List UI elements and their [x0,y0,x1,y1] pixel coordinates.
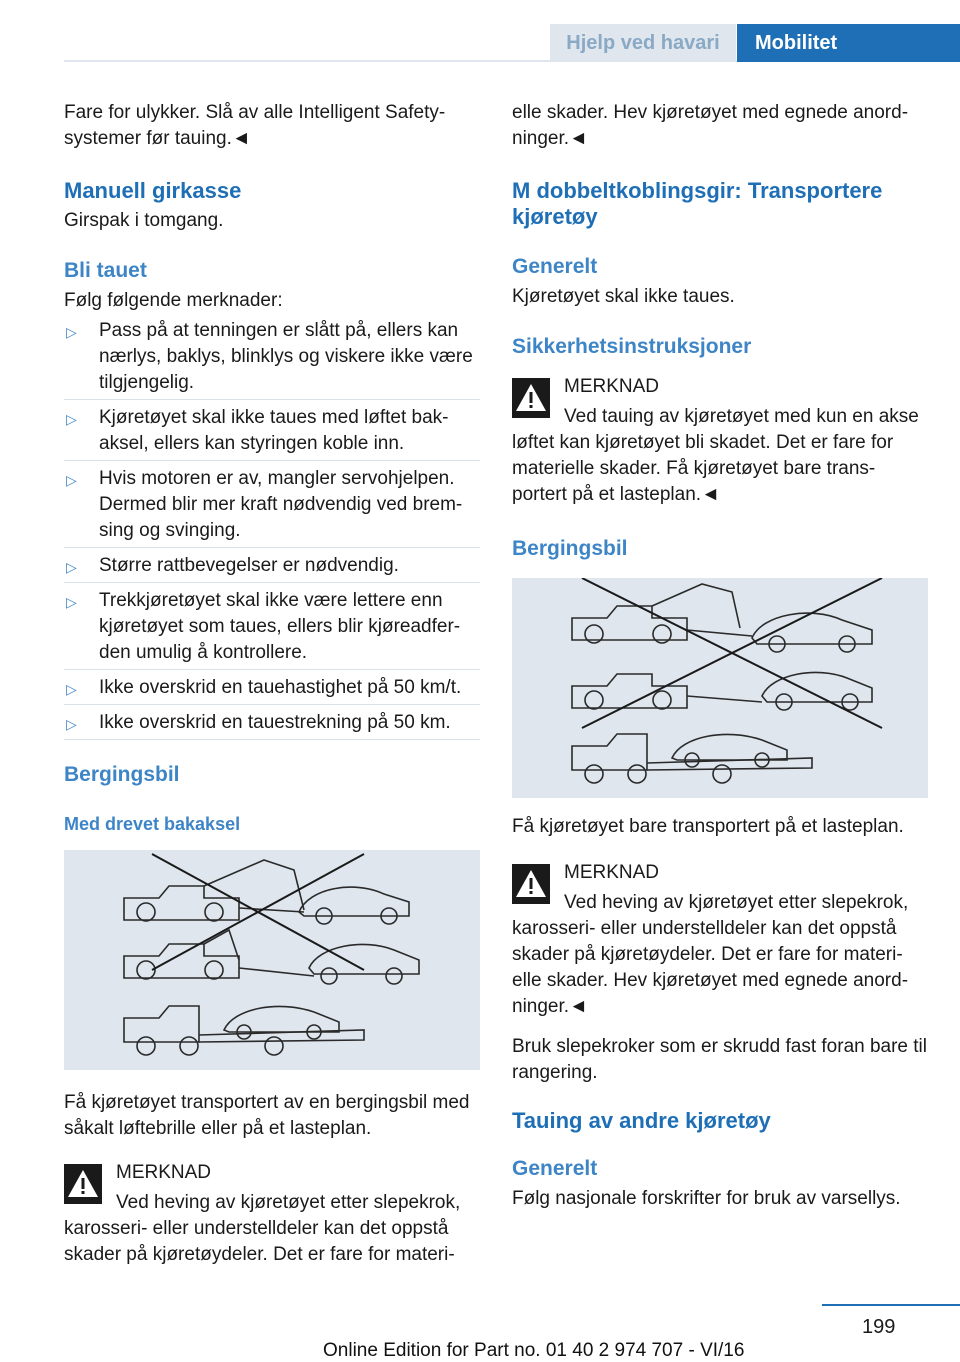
general-text: Kjøretøyet skal ikke taues. [512,286,735,307]
intro-continued: Fare for ulykker. Slå av alle Intelligent Safety-systemer før tauing.◄ [64,102,446,149]
footer-rule [822,1304,960,1306]
being-towed-intro: Følg følgende merknader: [64,290,283,311]
note-text: Ved heving av kjøretøyet etter slepekrok, karosseri- eller understelldeler kan det oppstå skader på kjøretøydeler. Det er fare for materi-elle skader. Hev kjøretøyet med egnede anord-ninger.◄ [512,892,909,1017]
general-heading: Generelt [512,255,598,278]
triangle-bullet-icon: ▷ [66,559,77,575]
list-item: ▷ Ikke overskrid en tauestrekning på 50 km. [64,710,480,740]
hooks-text: Bruk slepekroker som er skrudd fast foran bare til rangering. [512,1036,928,1083]
note-text: Ved heving av kjøretøyet etter slepekrok, karosseri- eller understelldeler kan det oppstå skader på kjøretøydeler. Det er fare for materi- [64,1192,461,1265]
list-item: ▷ Større rattbevegelser er nødvendig. [64,553,480,583]
triangle-bullet-icon: ▷ [66,594,77,610]
page-number: 199 [862,1316,896,1338]
being-towed-heading: Bli tauet [64,259,147,282]
list-item: ▷ Trekkjøretøyet skal ikke være lettere enn kjøretøyet som taues, ellers blir kjøreadfer-den umulig å kontrollere. [64,588,480,670]
note-label: MERKNAD [564,376,660,397]
warning-triangle-icon [512,378,550,418]
list-item: ▷ Ikke overskrid en tauehastighet på 50 km/t. [64,675,480,705]
right-column [512,100,928,1212]
flatbed-illustration [512,578,928,798]
general-text: Følg nasjonale forskrifter for bruk av varsellys. [512,1188,901,1209]
note-block [64,1160,480,1268]
triangle-bullet-icon: ▷ [66,472,77,488]
chapter-tab[interactable]: Mobilitet [737,24,960,62]
note-block [512,860,928,1020]
tow-methods-drawing [64,850,480,1070]
tow-truck-heading: Bergingsbil [64,763,180,786]
flatbed-methods-drawing [512,578,928,798]
tow-truck-heading: Bergingsbil [512,537,628,560]
edition-footer: Online Edition for Part no. 01 40 2 974 707 - VI/16 [323,1340,745,1361]
tow-truck-illustration [64,850,480,1070]
triangle-bullet-icon: ▷ [66,681,77,697]
warning-triangle-icon [512,864,550,904]
note-continued: elle skader. Hev kjøretøyet med egnede anord-ninger.◄ [512,102,909,149]
towing-notes-list [64,318,480,740]
note-label: MERKNAD [564,862,660,883]
triangle-bullet-icon: ▷ [66,716,77,732]
note-text: Ved tauing av kjøretøyet med kun en akse løftet kan kjøretøyet bli skadet. Det er fare for materielle skader. Få kjøretøyet bare trans-portert på et lasteplan.◄ [512,406,919,505]
list-item: ▷ Hvis motoren er av, mangler servohjelpen. Dermed blir mer kraft nødvendig ved brem-sing og svinging. [64,466,480,548]
rear-drive-heading: Med drevet bakaksel [64,814,241,834]
list-item: ▷ Kjøretøyet skal ikke taues med løftet bak-aksel, ellers kan styringen koble inn. [64,405,480,461]
dct-transport-heading: M dobbeltkoblingsgir: Transportere kjøretøy [512,178,883,229]
note-label: MERKNAD [116,1162,212,1183]
left-column [64,100,480,1268]
tow-other-vehicles-heading: Tauing av andre kjøretøy [512,1108,771,1133]
tow-truck-caption: Få kjøretøyet transportert av en bergingsbil med såkalt løftebrille eller på et lasteplan. [64,1092,470,1139]
note-block [512,374,928,508]
general-heading: Generelt [512,1157,598,1180]
triangle-bullet-icon: ▷ [66,324,77,340]
safety-instructions-heading: Sikkerhetsinstruksjoner [512,335,752,358]
warning-triangle-icon [64,1164,102,1204]
manual-gearbox-heading: Manuell girkasse [64,178,242,203]
manual-gearbox-text: Girspak i tomgang. [64,210,224,231]
flatbed-caption: Få kjøretøyet bare transportert på et lasteplan. [512,816,904,837]
list-item: ▷ Pass på at tenningen er slått på, ellers kan nærlys, baklys, blinklys og viskere ikke være tilgjengelig. [64,318,480,400]
section-tab[interactable]: Hjelp ved havari [550,24,736,62]
triangle-bullet-icon: ▷ [66,411,77,427]
